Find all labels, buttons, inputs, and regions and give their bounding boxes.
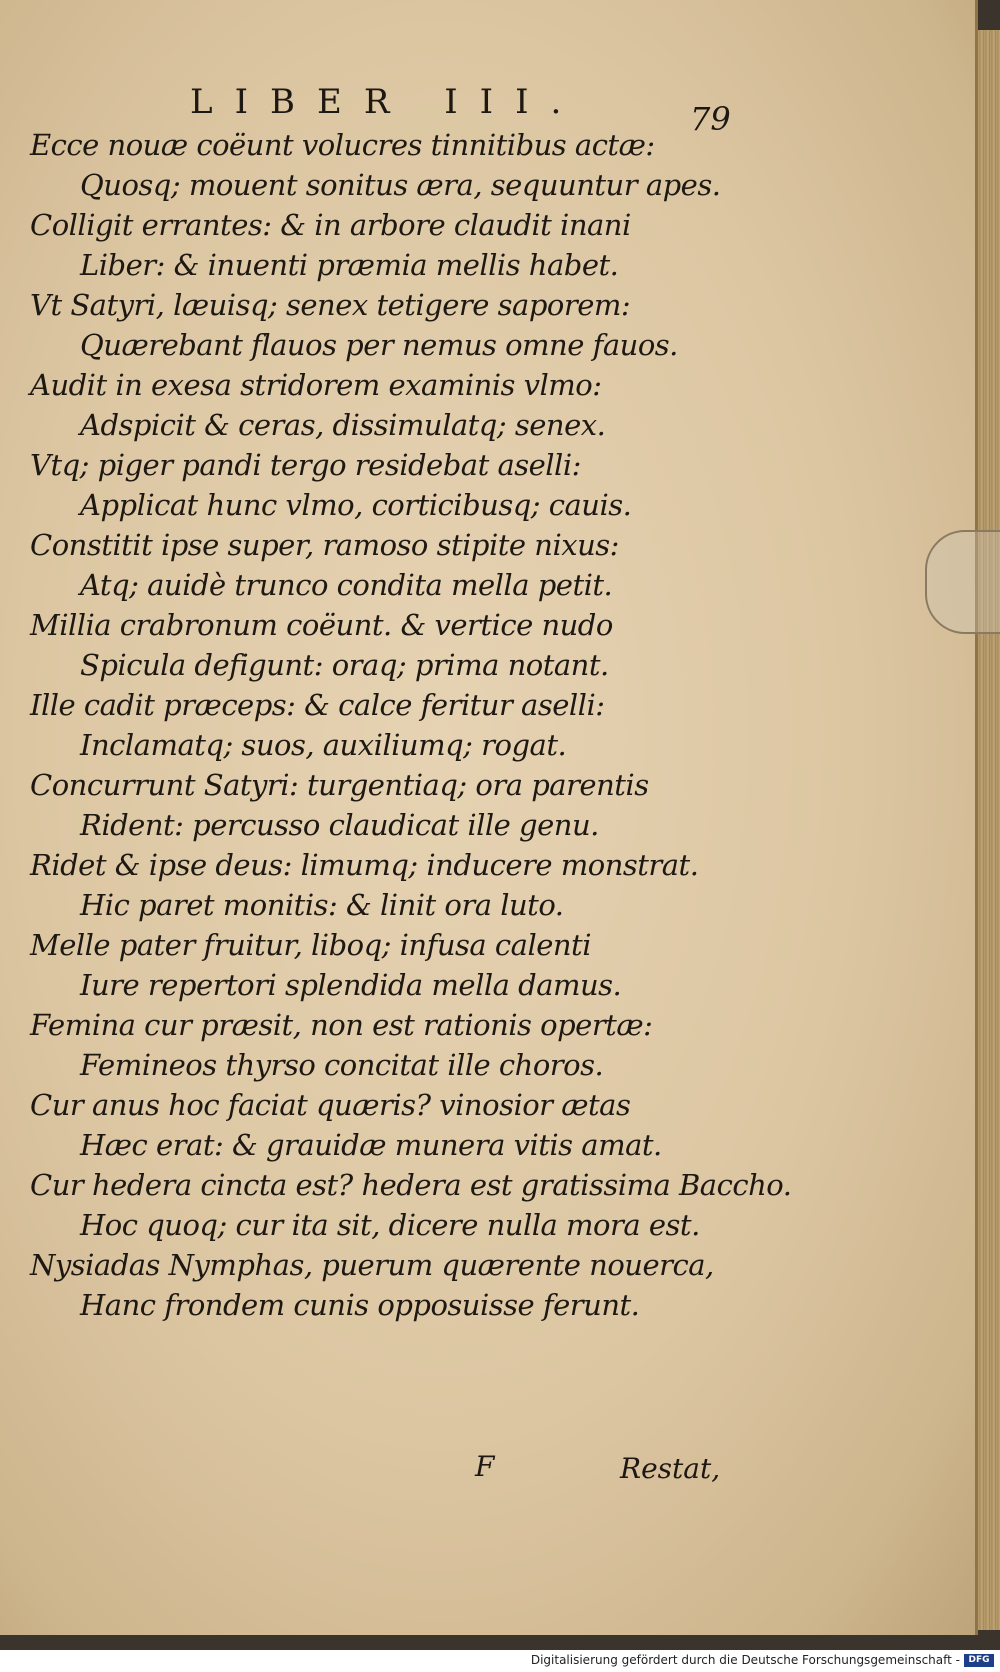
verse-line: Concurrunt Satyri: turgentiaq; ora parentis [30,768,649,802]
dfg-logo-icon: DFG [964,1654,994,1667]
verse-line: Femina cur præsit, non est rationis opertæ: [30,1008,653,1042]
footer-credit: Digitalisierung gefördert durch die Deutsche Forschungsgemeinschaft - [530,1653,960,1667]
verse-line: Cur hedera cincta est? hedera est gratissima Baccho. [30,1168,792,1202]
verse-line: Spicula defigunt: oraq; prima notant. [80,648,609,682]
verse-line: Quosq; mouent sonitus æra, sequuntur apes. [80,168,721,202]
verse-line: Femineos thyrso concitat ille choros. [80,1048,604,1082]
verse-line: Audit in exesa stridorem examinis vlmo: [30,368,602,402]
verse-line: Ridet & ipse deus: limumq; inducere monstrat. [30,848,699,882]
verse-line: Inclamatq; suos, auxiliumq; rogat. [80,728,567,762]
verse-line: Millia crabronum coëunt. & vertice nudo [30,608,613,642]
verse-line: Hanc frondem cunis opposuisse ferunt. [80,1288,640,1322]
verse-line: Applicat hunc vlmo, corticibusq; cauis. [80,488,632,522]
verse-line: Quærebant flauos per nemus omne fauos. [80,328,678,362]
verse-line: Hoc quoq; cur ita sit, dicere nulla mora est. [80,1208,700,1242]
verse-line: Adspicit & ceras, dissimulatq; senex. [80,408,606,442]
verse-line: Cur anus hoc faciat quæris? vinosior ætas [30,1088,631,1122]
verse-line: Liber: & inuenti præmia mellis habet. [80,248,619,282]
verse-line: Vt Satyri, læuisq; senex tetigere saporem: [30,288,631,322]
verse-line: Constitit ipse super, ramoso stipite nixus: [30,528,619,562]
verse-line: Hæc erat: & grauidæ munera vitis amat. [80,1128,662,1162]
verse-line: Iure repertori splendida mella damus. [80,968,622,1002]
signature-mark: F [475,1450,495,1483]
verse-line: Atq; auidè trunco condita mella petit. [80,568,613,602]
verse-line: Nysiadas Nymphas, puerum quærente nouerca, [30,1248,714,1282]
verse-line: Colligit errantes: & in arbore claudit inani [30,208,631,242]
page-number: 79 [690,100,731,138]
digitization-footer [0,1650,1000,1672]
verse-line: Hic paret monitis: & linit ora luto. [80,888,564,922]
verse-line: Ecce nouæ coëunt volucres tinnitibus actæ: [30,128,655,162]
running-title: LIBER III. [190,82,584,122]
verse-line: Rident: percusso claudicat ille genu. [80,808,599,842]
verse-line: Vtq; piger pandi tergo residebat aselli: [30,448,581,482]
catchword: Restat, [620,1452,721,1485]
verse-line: Ille cadit præceps: & calce feritur aselli: [30,688,605,722]
verse-line: Melle pater fruitur, liboq; infusa calenti [30,928,591,962]
